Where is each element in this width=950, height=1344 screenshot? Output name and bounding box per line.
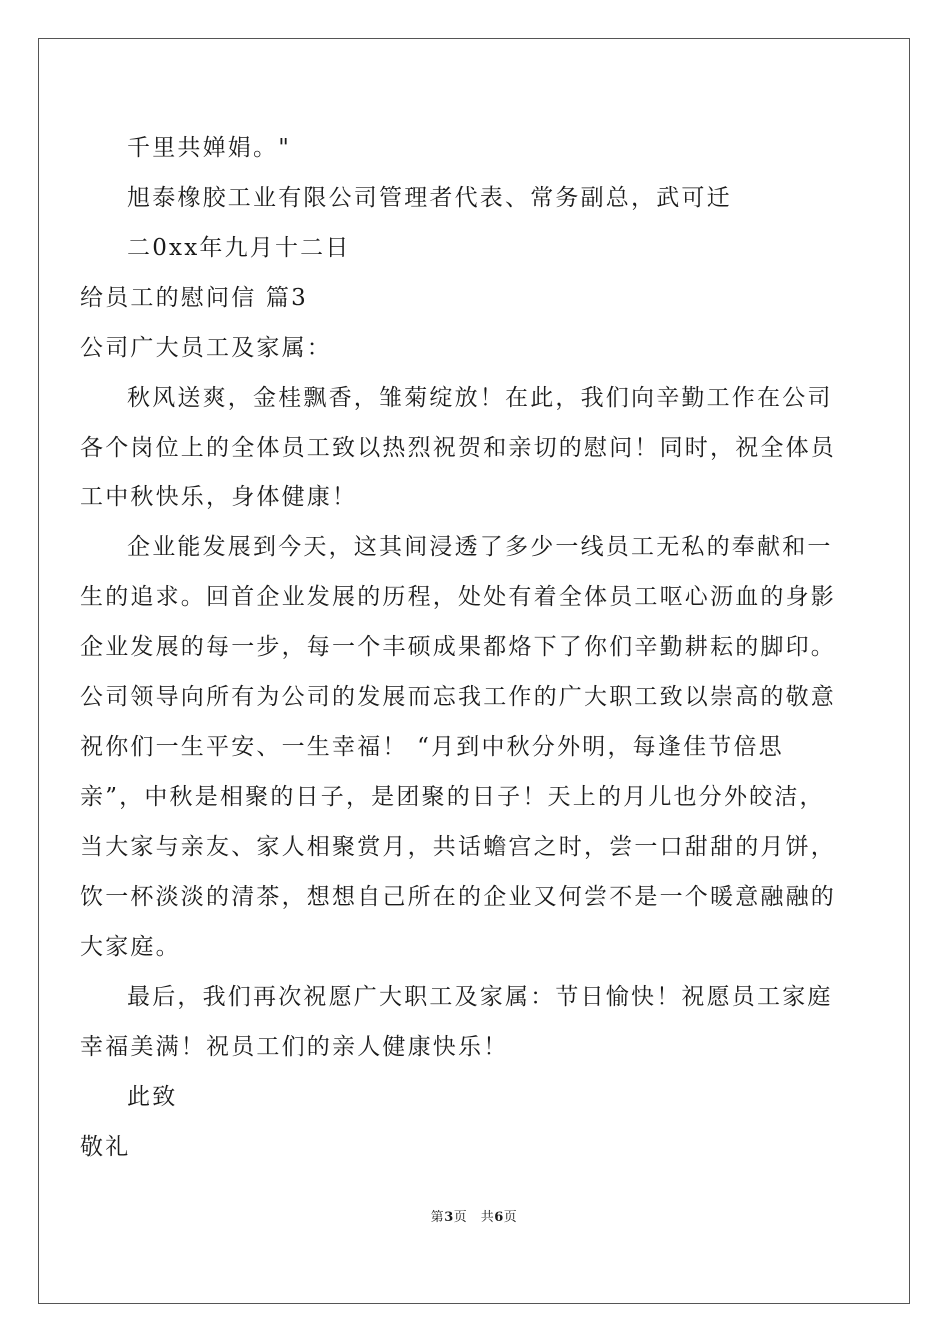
text-line: 各个岗位上的全体员工致以热烈祝贺和亲切的慰问！同时，祝全体员 [80, 435, 836, 461]
text-line: 祝你们一生平安、一生幸福！ “月到中秋分外明，每逢佳节倍思 [80, 734, 784, 760]
text-line: 最后，我们再次祝愿广大职工及家属：节日愉快！祝愿员工家庭 [127, 984, 833, 1010]
text-line: 亲”，中秋是相聚的日子，是团聚的日子！天上的月儿也分外皎洁， [80, 784, 825, 810]
text-line: 当大家与亲友、家人相聚赏月，共话蟾宫之时，尝一口甜甜的月饼， [80, 834, 836, 860]
footer-mid: 页 共 [453, 1210, 495, 1225]
text-line: 企业能发展到今天，这其间浸透了多少一线员工无私的奉献和一 [127, 534, 833, 560]
closing: 敬礼 [80, 1134, 131, 1160]
page-footer [38, 1206, 910, 1225]
page-frame [38, 38, 910, 1304]
text-line: 旭泰橡胶工业有限公司管理者代表、常务副总，武可迁 [127, 185, 732, 211]
text-line: 公司领导向所有为公司的发展而忘我工作的广大职工致以崇高的敬意 [80, 684, 836, 710]
salutation: 公司广大员工及家属： [80, 335, 332, 361]
text-line: 大家庭。 [80, 934, 181, 960]
text-line: 工中秋快乐，身体健康！ [80, 484, 358, 510]
text-line: 秋风送爽，金桂飘香，雏菊绽放！在此，我们向辛勤工作在公司 [127, 385, 833, 411]
closing: 此致 [127, 1084, 178, 1110]
text-line: 企业发展的每一步，每一个丰硕成果都烙下了你们辛勤耕耘的脚印。 [80, 634, 836, 660]
footer-prefix: 第 [430, 1210, 445, 1225]
text-line: 二0xx年九月十二日 [127, 235, 351, 261]
section-heading: 给员工的慰问信 篇3 [80, 285, 308, 311]
text-line: 饮一杯淡淡的清茶，想想自己所在的企业又何尝不是一个暖意融融的 [80, 884, 836, 910]
text-line: 生的追求。回首企业发展的历程，处处有着全体员工呕心沥血的身影 [80, 584, 836, 610]
footer-suffix: 页 [503, 1210, 518, 1225]
text-line: 千里共婵娟。" [127, 135, 291, 161]
footer-total-pages: 6 [494, 1210, 504, 1225]
footer-page-number: 3 [444, 1210, 454, 1225]
text-line: 幸福美满！祝员工们的亲人健康快乐！ [80, 1034, 509, 1060]
